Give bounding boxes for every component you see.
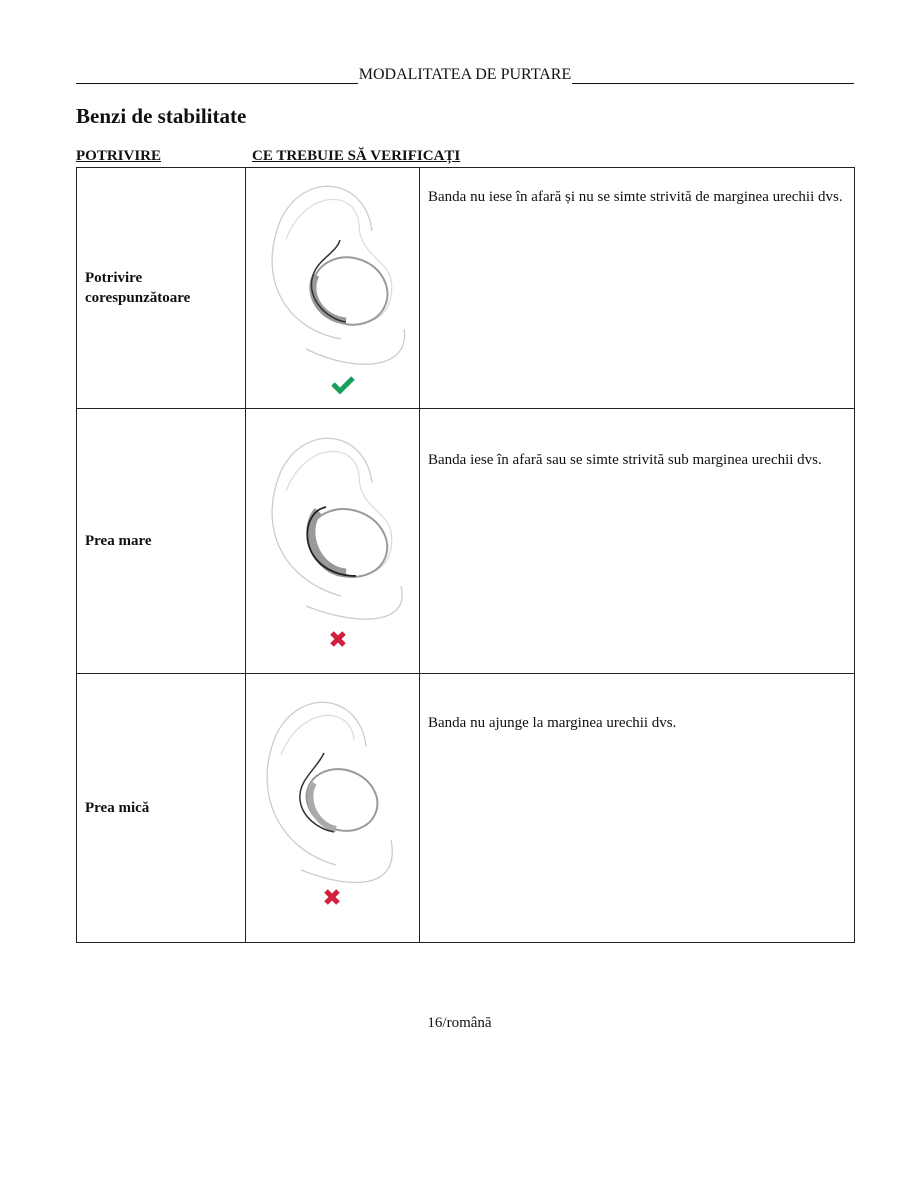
ear-too-small-image	[246, 695, 419, 921]
check-icon	[333, 378, 353, 391]
section-title: Benzi de stabilitate	[76, 104, 247, 128]
ear-fit-correct-image	[246, 179, 419, 397]
running-header	[76, 66, 854, 84]
fit-label: Prea mare	[77, 409, 246, 674]
column-header-check: CE TREBUIE SĂ VERIFICAȚI	[252, 148, 461, 164]
running-title: MODALITATEA DE PURTARE	[358, 66, 572, 83]
ear-too-large-image	[246, 431, 419, 651]
table-row	[77, 168, 855, 409]
description: Banda nu iese în afară și nu se simte strivită de marginea urechii dvs.	[420, 168, 855, 409]
fit-label: Prea mică	[77, 674, 246, 943]
fit-table	[76, 167, 855, 943]
cross-icon	[332, 633, 344, 645]
header-rule-left	[76, 69, 358, 84]
ear-illustration	[246, 168, 420, 409]
ear-illustration	[246, 409, 420, 674]
header-rule-right	[572, 69, 854, 84]
fit-label: Potrivire corespunzătoare	[77, 168, 246, 409]
page-number: 16/română	[427, 1015, 492, 1031]
column-header-fit: POTRIVIRE	[76, 148, 162, 164]
description: Banda iese în afară sau se simte strivită sub marginea urechii dvs.	[420, 409, 855, 674]
ear-illustration	[246, 674, 420, 943]
description: Banda nu ajunge la marginea urechii dvs.	[420, 674, 855, 943]
cross-icon	[326, 891, 338, 903]
table-row	[77, 409, 855, 674]
table-row	[77, 674, 855, 943]
